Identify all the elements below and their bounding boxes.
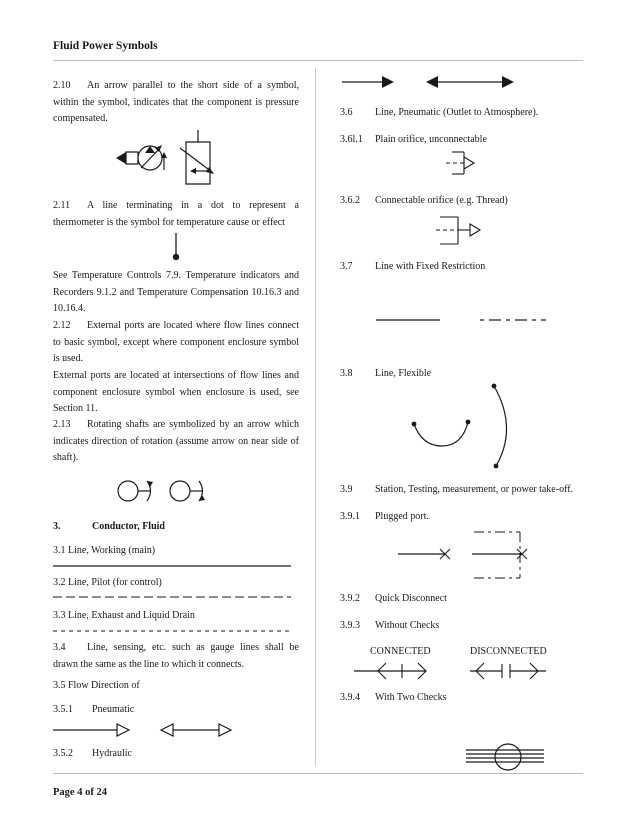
item-3-7-text: Line with Fixed Restriction	[375, 261, 486, 272]
item-3-6-2-number: 3.6.2	[340, 195, 360, 206]
item-3-9-1-text: Plugged port.	[375, 511, 429, 522]
pressure-compensated-pump-symbol	[116, 145, 167, 170]
item-3-9-text: Station, Testing, measurement, or power take-off.	[375, 484, 574, 495]
para-number: 2.12	[53, 320, 71, 331]
connected-coupling-icon	[354, 663, 426, 679]
item-3-5: 3.5 Flow Direction of	[53, 680, 140, 691]
hydraulic-flow-direction-symbols	[342, 72, 532, 92]
disconnected-coupling-icon	[470, 663, 546, 679]
para-text: A line terminating in a dot to represent a thermometer is the symbol for temperature cause or effect	[53, 200, 299, 228]
section-number: 3.	[53, 521, 61, 532]
item-number: 3.5.2	[53, 748, 73, 759]
para-text: An arrow parallel to the short side of a symbol, within the symbol, indicates that the component is pressure compensated.	[53, 80, 299, 125]
quick-disconnect-two-checks-icon	[464, 740, 548, 774]
para-2-10	[53, 78, 299, 128]
item-3-4	[53, 640, 299, 673]
item-3-5-1	[53, 702, 134, 719]
fixed-restriction-line-symbols	[374, 316, 554, 324]
item-3-6-2-text: Connectable orifice (e.g. Thread)	[375, 195, 508, 206]
item-3-9-2-text: Quick Disconnect	[375, 593, 447, 604]
column-divider	[315, 68, 316, 766]
para-text: Line, sensing, etc. such as gauge lines shall be drawn the same as the line to which it connects.	[53, 642, 299, 670]
working-line-symbol	[53, 564, 293, 568]
item-3-6-number: 3.6	[340, 107, 353, 118]
item-3-5-2	[53, 746, 132, 763]
rotating-shaft-arrow-icon	[170, 481, 205, 501]
item-text: Pneumatic	[92, 704, 135, 715]
item-3-6-1-text: Plain orifice, unconnectable	[375, 134, 487, 145]
item-3-6-1-number: 3.6l.1	[340, 134, 363, 145]
pneumatic-flow-direction-symbols	[53, 720, 303, 740]
item-3-9-1-number: 3.9.1	[340, 511, 360, 522]
rotating-shaft-symbols	[114, 476, 214, 506]
pressure-compensated-symbols	[112, 128, 222, 186]
connectable-orifice-icon	[434, 214, 490, 248]
item-3-9-3-text: Without Checks	[375, 620, 440, 631]
item-3-3: 3.3 Line, Exhaust and Liquid Drain	[53, 610, 195, 621]
item-text: Hydraulic	[92, 748, 132, 759]
section-3-heading	[53, 519, 165, 536]
para-text: External ports are located where flow lines connect to basic symbol, except where component enclosure symbol is used.	[53, 320, 299, 365]
item-3-9-3-number: 3.9.3	[340, 620, 360, 631]
plugged-port-symbols	[394, 526, 534, 584]
thermometer-icon	[168, 232, 184, 262]
item-3-9-number: 3.9	[340, 484, 353, 495]
section-title: Conductor, Fluid	[92, 521, 165, 532]
item-number: 3.5.1	[53, 704, 73, 715]
item-3-2: 3.2 Line, Pilot (for control)	[53, 577, 162, 588]
connected-label: CONNECTED	[370, 646, 431, 657]
disconnected-label: DISCONNECTED	[470, 646, 547, 657]
para-number: 3.4	[53, 642, 66, 653]
para-number: 2.11	[53, 200, 71, 211]
plain-orifice-icon	[444, 150, 484, 178]
drain-line-symbol	[53, 629, 293, 633]
para-2-12	[53, 318, 299, 368]
para-number: 2.13	[53, 419, 71, 430]
item-3-8-number: 3.8	[340, 368, 353, 379]
item-3-1: 3.1 Line, Working (main)	[53, 545, 156, 556]
external-ports-text: External ports are located at intersections of flow lines and component enclosure symbol when enclosure is used, see Section 11.	[53, 370, 299, 415]
item-3-9-4-number: 3.9.4	[340, 692, 360, 703]
page-footer: Page 4 of 24	[53, 787, 107, 798]
item-3-8-text: Line, Flexible	[375, 368, 432, 379]
quick-disconnect-without-checks-symbols	[350, 660, 560, 682]
para-number: 2.10	[53, 80, 71, 91]
flexible-line-symbols	[408, 380, 518, 472]
para-2-11	[53, 198, 299, 231]
item-3-6-text: Line, Pneumatic (Outlet to Atmosphere).	[375, 107, 539, 118]
page-header-title: Fluid Power Symbols	[53, 40, 158, 52]
header-divider	[53, 60, 583, 61]
para-text: Rotating shafts are symbolized by an arrow which indicates direction of rotation (assume arrow on near side of shaft).	[53, 419, 299, 464]
pressure-compensated-valve-symbol	[180, 130, 214, 184]
item-3-7-number: 3.7	[340, 261, 353, 272]
item-3-9-4-text: With Two Checks	[375, 692, 447, 703]
item-3-9-2-number: 3.9.2	[340, 593, 360, 604]
see-temperature-controls-text: See Temperature Controls 7.9. Temperature indicators and Recorders 9.1.2 and Temperature Compensation 10.16.3 and 10.16.4.	[53, 270, 299, 315]
rotating-shaft-arrow-icon	[118, 481, 153, 501]
para-2-13	[53, 417, 299, 467]
pilot-line-symbol	[53, 595, 293, 599]
